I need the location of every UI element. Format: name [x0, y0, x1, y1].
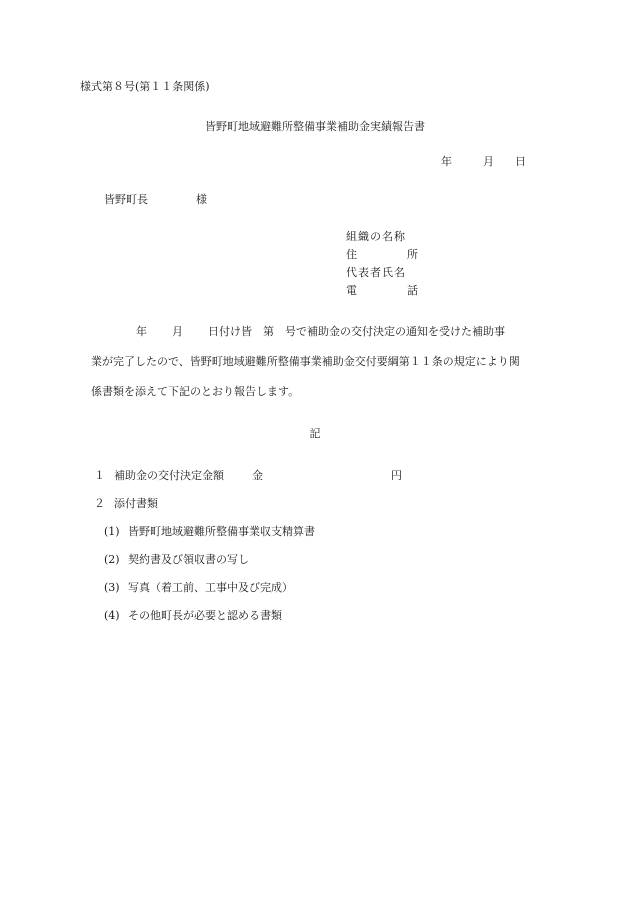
ki-heading: 記	[309, 427, 321, 440]
body-line-3: 係書類を添えて下記のとおり報告します。	[91, 385, 300, 398]
recipient-honorific: 様	[196, 193, 207, 206]
attachment-text: 写真（着工前、工事中及び完成）	[128, 581, 293, 594]
body-ref-b: 号で補助金の交付決定の通知を受けた補助事	[285, 325, 505, 338]
body-ref-a: 日付け皆 第	[208, 325, 274, 338]
attachment-number: (2)	[104, 553, 120, 566]
telephone-label-b: 話	[407, 284, 418, 297]
item1-label: 補助金の交付決定金額	[114, 469, 224, 482]
attachment-number: (4)	[104, 609, 120, 622]
item1-number: １	[94, 469, 105, 482]
document-title: 皆野町地域避難所整備事業補助金実績報告書	[205, 120, 425, 133]
item2-number: ２	[94, 497, 105, 510]
item1-yen: 円	[391, 469, 402, 482]
date-day-label: 日	[515, 155, 526, 168]
address-label	[346, 248, 418, 262]
attachment-item	[104, 553, 249, 567]
address-label-a: 住	[346, 248, 357, 261]
attachment-item	[104, 581, 293, 595]
applicant-block	[346, 230, 418, 302]
attachment-text: 契約書及び領収書の写し	[128, 553, 249, 566]
recipient-line	[104, 193, 207, 207]
body-year: 年	[136, 325, 147, 338]
body-line-2: 業が完了したので、皆野町地域避難所整備事業補助金交付要綱第１１条の規定により関	[91, 355, 520, 368]
attachment-text: その他町長が必要と認める書類	[128, 609, 282, 622]
item2-label: 添付書類	[114, 497, 158, 510]
recipient-name: 皆野町長	[104, 193, 148, 206]
form-number: 様式第８号(第１１条関係)	[80, 80, 210, 93]
address-label-b: 所	[407, 248, 418, 261]
item-grant-amount	[94, 469, 402, 483]
attachment-number: (3)	[104, 581, 120, 594]
representative-label: 代表者氏名	[346, 266, 406, 279]
attachment-number: (1)	[104, 525, 120, 538]
date-month-label: 月	[483, 155, 494, 168]
body-month: 月	[172, 325, 183, 338]
item1-kin: 金	[252, 469, 263, 482]
item-attachments	[94, 497, 158, 511]
attachment-item	[104, 525, 315, 539]
org-name-label: 組織の名称	[346, 230, 406, 243]
date-line	[441, 155, 526, 169]
date-year-label: 年	[441, 155, 452, 168]
telephone-label-a: 電	[346, 284, 357, 297]
attachment-item	[104, 609, 282, 623]
attachment-text: 皆野町地域避難所整備事業収支精算書	[128, 525, 315, 538]
telephone-label	[346, 284, 418, 298]
body-line-1	[136, 325, 505, 339]
